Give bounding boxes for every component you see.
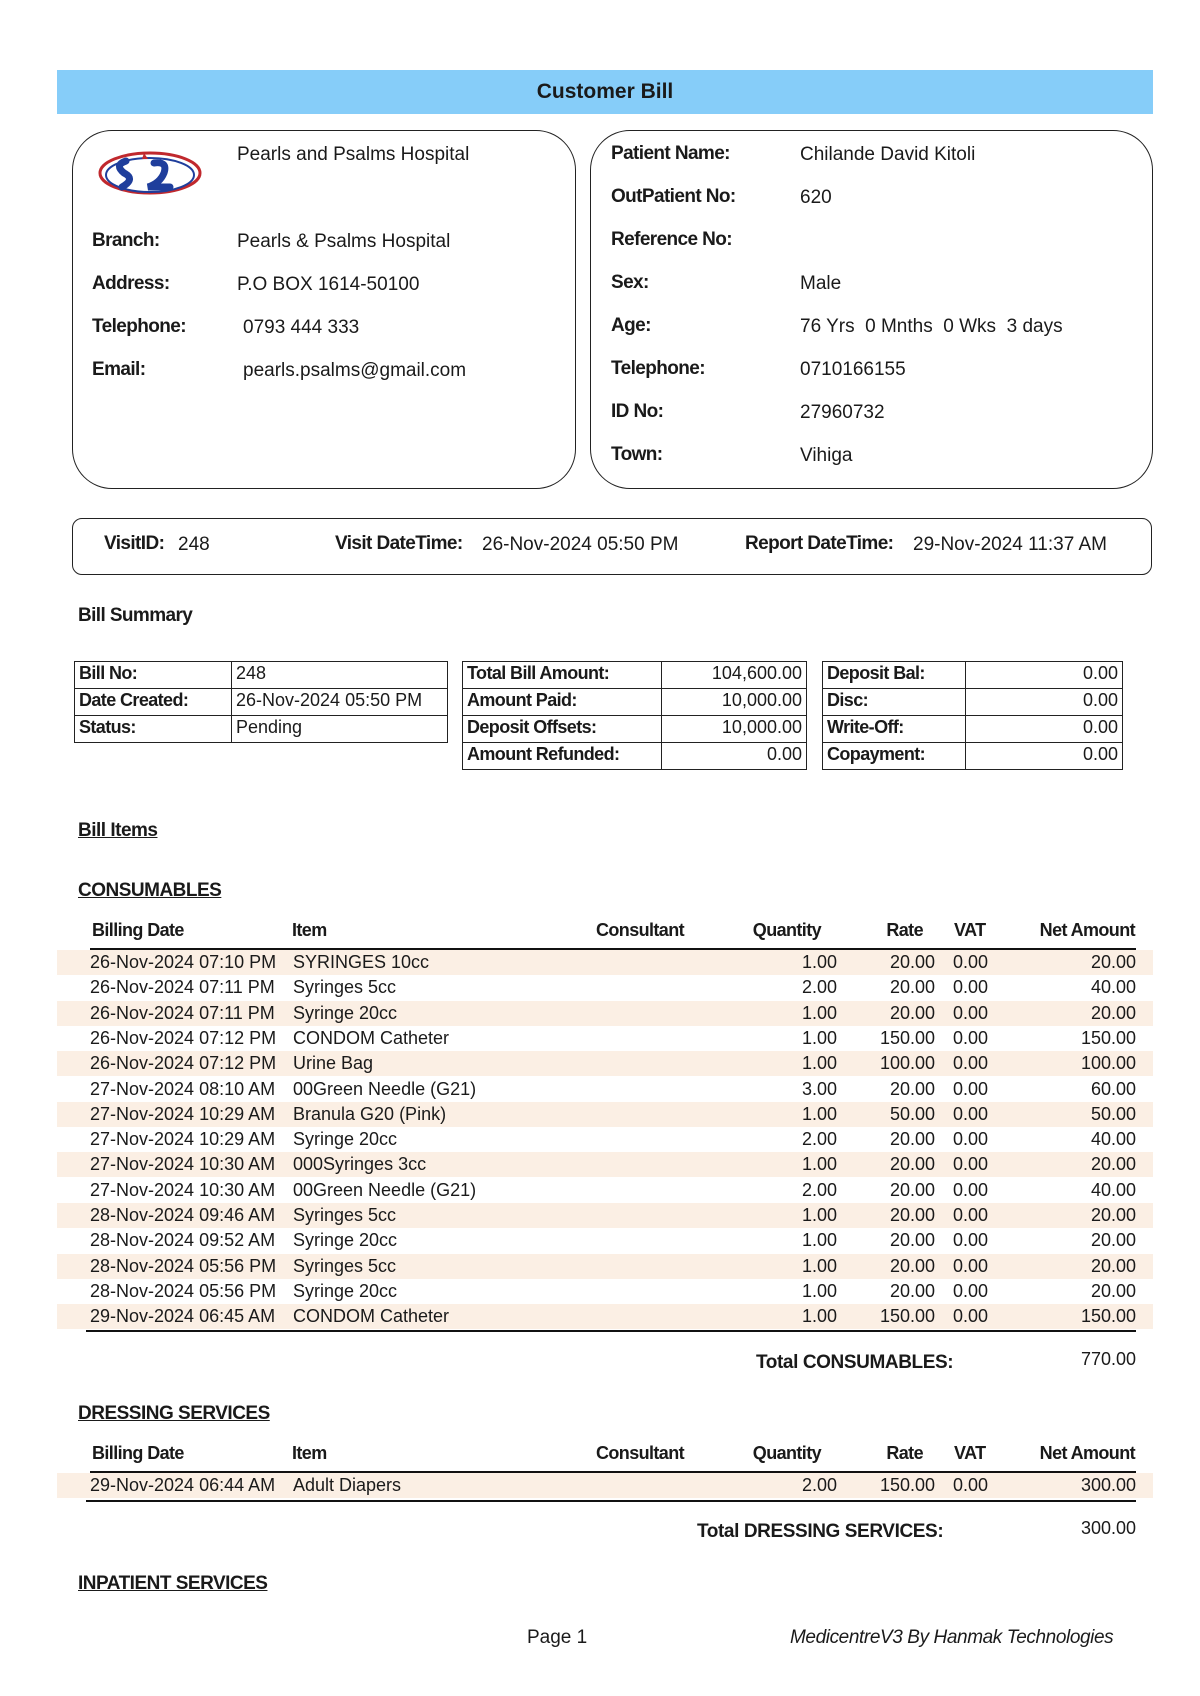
total-bill-amount-label: Total Bill Amount: (463, 662, 662, 689)
consumables-billing-date-cell: 27-Nov-2024 08:10 AM (90, 1078, 276, 1099)
consumables-net-amount-cell: 20.00 (1090, 1280, 1136, 1301)
consumables-billing-date-cell: 28-Nov-2024 09:46 AM (90, 1205, 276, 1225)
town-label: Town: (611, 444, 663, 465)
consumables-vat-cell: 0.00 (953, 1078, 989, 1099)
bill-summary-title: Bill Summary (78, 605, 193, 626)
consumables-quantity-cell: 1.00 (801, 1053, 837, 1074)
consumables-net-amount-cell: 60.00 (1090, 1078, 1136, 1099)
consumables-vat-cell: 0.00 (953, 977, 989, 998)
consumables-billing-date-cell: 28-Nov-2024 09:52 AM (90, 1230, 276, 1251)
consumables-row (57, 1077, 1153, 1102)
consumables-vat-cell: 0.00 (953, 1230, 989, 1251)
consumables-quantity-cell: 2.00 (801, 1179, 837, 1200)
consumables-vat-cell: 0.00 (953, 1129, 989, 1150)
consumables-item-cell: Syringes 5cc (293, 1255, 397, 1276)
dressing-row (57, 1473, 1153, 1498)
consumables-row (57, 1203, 1153, 1228)
total-bill-amount-value: 104,600.00 (662, 662, 807, 689)
consumables-billing-date-cell: 26-Nov-2024 07:10 PM (90, 952, 277, 972)
consumables-billing-date-cell: 26-Nov-2024 07:12 PM (90, 1053, 277, 1074)
consumables-rate-cell: 20.00 (889, 1179, 935, 1200)
consumables-quantity-cell: 1.00 (801, 1230, 837, 1251)
consumables-net-amount-cell: 40.00 (1090, 977, 1136, 998)
dressing-quantity-cell: 2.00 (801, 1475, 837, 1495)
consumables-item-cell: Syringe 20cc (293, 1129, 398, 1150)
consumables-rate-cell: 20.00 (889, 1205, 935, 1225)
consumables-billing-date-cell: 27-Nov-2024 10:29 AM (90, 1103, 276, 1124)
consumables-net-amount-cell: 20.00 (1090, 1205, 1136, 1225)
deposit-bal-label: Deposit Bal: (823, 662, 966, 689)
consumables-row (57, 975, 1153, 1000)
consumables-quantity-cell: 1.00 (801, 1255, 837, 1276)
consumables-net-amount-cell: 20.00 (1090, 952, 1136, 972)
consumables-vat-cell: 0.00 (953, 1027, 989, 1048)
consumables-quantity-cell: 1.00 (801, 952, 837, 972)
consumables-vat-cell: 0.00 (953, 1103, 989, 1124)
visit-datetime-label: Visit DateTime: (335, 533, 463, 554)
dressing-table-header (90, 1443, 1136, 1473)
visit-id-value: 248 (178, 534, 210, 555)
visit-id-label: VisitID: (104, 533, 165, 554)
hospital-name: Pearls and Psalms Hospital (237, 144, 470, 165)
deposit-offsets-value: 10,000.00 (662, 716, 807, 743)
consumables-item-cell: Syringes 5cc (293, 1205, 397, 1225)
consumables-billing-date-cell: 27-Nov-2024 10:30 AM (90, 1154, 276, 1175)
consumables-rate-cell: 20.00 (889, 1129, 935, 1150)
outpatient-no-value: 620 (800, 187, 832, 208)
consumables-net-amount-cell: 150.00 (1080, 1027, 1136, 1048)
consumables-end-rule (86, 1330, 1136, 1332)
consumables-vat-cell: 0.00 (953, 1306, 989, 1327)
bill-summary-amounts-table (462, 661, 807, 770)
consumables-vat-cell: 0.00 (953, 1154, 989, 1175)
status-row (75, 716, 448, 743)
age-label: Age: (611, 315, 651, 336)
consumables-row (57, 1178, 1153, 1203)
date-created-row (75, 689, 448, 716)
town-value: Vihiga (800, 445, 853, 466)
col-vat: VAT (954, 1443, 986, 1463)
consumables-total-value: 770.00 (1080, 1349, 1136, 1369)
patient-name-label: Patient Name: (611, 143, 730, 164)
amount-paid-label: Amount Paid: (463, 689, 662, 716)
consumables-quantity-cell: 2.00 (801, 1129, 837, 1150)
col-item: Item (292, 1443, 327, 1463)
consumables-quantity-cell: 1.00 (801, 1205, 837, 1225)
address-label: Address: (92, 273, 170, 294)
consumables-item-cell: Syringe 20cc (293, 1230, 398, 1251)
visit-datetime-value: 26-Nov-2024 05:50 PM (482, 534, 679, 555)
patient-name-value: Chilande David Kitoli (800, 144, 976, 165)
hospital-telephone-label: Telephone: (92, 316, 186, 337)
consumables-net-amount-cell: 150.00 (1080, 1306, 1136, 1327)
consumables-quantity-cell: 1.00 (801, 1306, 837, 1327)
consumables-billing-date-cell: 27-Nov-2024 10:30 AM (90, 1179, 276, 1200)
consumables-row (57, 1127, 1153, 1152)
consumables-net-amount-cell: 20.00 (1090, 1154, 1136, 1175)
consumables-rate-cell: 150.00 (879, 1306, 935, 1327)
consumables-total-label: Total CONSUMABLES: (756, 1352, 954, 1373)
col-quantity: Quantity (752, 920, 821, 940)
consumables-title: CONSUMABLES (78, 880, 222, 901)
col-rate: Rate (886, 1443, 923, 1463)
consumables-rate-cell: 20.00 (889, 977, 935, 998)
consumables-billing-date-cell: 26-Nov-2024 07:11 PM (90, 977, 275, 998)
date-created-value: 26-Nov-2024 05:50 PM (232, 689, 448, 716)
copayment-value: 0.00 (966, 743, 1123, 770)
bill-no-label: Bill No: (75, 662, 232, 689)
col-rate: Rate (886, 920, 923, 940)
col-vat: VAT (954, 920, 986, 940)
consumables-item-cell: Syringes 5cc (293, 977, 397, 998)
outpatient-no-label: OutPatient No: (611, 186, 736, 207)
consumables-rate-cell: 20.00 (889, 1255, 935, 1276)
dressing-net-amount-cell: 300.00 (1080, 1475, 1136, 1495)
consumables-rate-cell: 20.00 (889, 1154, 935, 1175)
consumables-item-cell: 00Green Needle (G21) (293, 1078, 477, 1099)
consumables-row (57, 1026, 1153, 1051)
email-label: Email: (92, 359, 146, 380)
bill-no-row (75, 662, 448, 689)
col-quantity: Quantity (752, 1443, 821, 1463)
consumables-quantity-cell: 2.00 (801, 977, 837, 998)
inpatient-services-title: INPATIENT SERVICES (78, 1573, 268, 1594)
consumables-vat-cell: 0.00 (953, 1255, 989, 1276)
consumables-billing-date-cell: 29-Nov-2024 06:45 AM (90, 1306, 276, 1327)
write-off-value: 0.00 (966, 716, 1123, 743)
consumables-rate-cell: 20.00 (889, 952, 935, 972)
consumables-item-cell: 00Green Needle (G21) (293, 1179, 477, 1200)
disc-value: 0.00 (966, 689, 1123, 716)
consumables-rate-cell: 20.00 (889, 1002, 935, 1023)
report-datetime-label: Report DateTime: (745, 533, 894, 554)
consumables-rate-cell: 20.00 (889, 1078, 935, 1099)
dressing-vat-cell: 0.00 (953, 1475, 989, 1495)
consumables-quantity-cell: 1.00 (801, 1103, 837, 1124)
consumables-item-cell: Urine Bag (293, 1053, 374, 1074)
consumables-rate-cell: 150.00 (879, 1027, 935, 1048)
col-net-amount: Net Amount (1039, 1443, 1135, 1463)
consumables-quantity-cell: 1.00 (801, 1154, 837, 1175)
consumables-rate-cell: 20.00 (889, 1280, 935, 1301)
hospital-logo (96, 143, 204, 203)
consumables-item-cell: Branula G20 (Pink) (293, 1103, 447, 1124)
consumables-net-amount-cell: 40.00 (1090, 1179, 1136, 1200)
consumables-quantity-cell: 1.00 (801, 1002, 837, 1023)
consumables-row (57, 1304, 1153, 1329)
branch-value: Pearls & Psalms Hospital (237, 231, 451, 252)
consumables-item-cell: SYRINGES 10cc (293, 952, 430, 972)
status-value: Pending (232, 716, 448, 743)
branch-label: Branch: (92, 230, 160, 251)
consumables-vat-cell: 0.00 (953, 1205, 989, 1225)
col-item: Item (292, 920, 327, 940)
consumables-quantity-cell: 1.00 (801, 1280, 837, 1301)
consumables-billing-date-cell: 27-Nov-2024 10:29 AM (90, 1129, 276, 1150)
patient-telephone-value: 0710166155 (800, 359, 906, 380)
consumables-row (57, 950, 1153, 975)
bill-summary-adjustments-table (822, 661, 1123, 770)
amount-paid-value: 10,000.00 (662, 689, 807, 716)
page-title: Customer Bill (57, 70, 1153, 114)
consumables-row (57, 1102, 1153, 1127)
patient-info-card (590, 130, 1153, 489)
consumables-net-amount-cell: 20.00 (1090, 1255, 1136, 1276)
consumables-net-amount-cell: 20.00 (1090, 1002, 1136, 1023)
consumables-billing-date-cell: 28-Nov-2024 05:56 PM (90, 1280, 277, 1301)
consumables-quantity-cell: 3.00 (801, 1078, 837, 1099)
dressing-rate-cell: 150.00 (879, 1475, 935, 1495)
age-value: 76 Yrs 0 Mnths 0 Wks 3 days (800, 316, 1063, 337)
col-billing-date: Billing Date (92, 1443, 184, 1463)
consumables-rate-cell: 20.00 (889, 1230, 935, 1251)
consumables-item-cell: CONDOM Catheter (293, 1306, 450, 1327)
consumables-row (57, 1279, 1153, 1304)
amount-refunded-label: Amount Refunded: (463, 743, 662, 770)
consumables-net-amount-cell: 100.00 (1080, 1053, 1136, 1074)
copayment-label: Copayment: (823, 743, 966, 770)
patient-telephone-label: Telephone: (611, 358, 705, 379)
consumables-net-amount-cell: 50.00 (1090, 1103, 1136, 1124)
col-billing-date: Billing Date (92, 920, 184, 940)
consumables-vat-cell: 0.00 (953, 1002, 989, 1023)
dressing-total-value: 300.00 (1080, 1518, 1136, 1538)
id-no-label: ID No: (611, 401, 664, 422)
consumables-item-cell: Syringe 20cc (293, 1002, 398, 1023)
consumables-net-amount-cell: 20.00 (1090, 1230, 1136, 1251)
consumables-row (57, 1001, 1153, 1026)
dressing-total-label: Total DRESSING SERVICES: (697, 1521, 944, 1542)
consumables-row (57, 1254, 1153, 1279)
reference-no-label: Reference No: (611, 229, 733, 250)
consumables-billing-date-cell: 28-Nov-2024 05:56 PM (90, 1255, 277, 1276)
disc-label: Disc: (823, 689, 966, 716)
write-off-label: Write-Off: (823, 716, 966, 743)
dressing-end-rule (86, 1500, 1136, 1502)
hospital-telephone-value: 0793 444 333 (243, 317, 360, 338)
amount-refunded-value: 0.00 (662, 743, 807, 770)
consumables-item-cell: Syringe 20cc (293, 1280, 398, 1301)
col-consultant: Consultant (596, 1443, 684, 1463)
consumables-vat-cell: 0.00 (953, 952, 989, 972)
dressing-billing-date-cell: 29-Nov-2024 06:44 AM (90, 1475, 276, 1495)
consumables-item-cell: CONDOM Catheter (293, 1027, 450, 1048)
page-number: Page 1 (527, 1627, 588, 1648)
bill-summary-left-table (74, 661, 448, 743)
consumables-table-header (90, 920, 1136, 950)
consumables-rate-cell: 50.00 (889, 1103, 935, 1124)
consumables-vat-cell: 0.00 (953, 1179, 989, 1200)
deposit-bal-value: 0.00 (966, 662, 1123, 689)
consumables-item-cell: 000Syringes 3cc (293, 1154, 427, 1175)
address-value: P.O BOX 1614-50100 (237, 274, 420, 295)
consumables-row (57, 1228, 1153, 1253)
dressing-item-cell: Adult Diapers (293, 1475, 402, 1495)
consumables-row (57, 1051, 1153, 1076)
dressing-services-title: DRESSING SERVICES (78, 1403, 270, 1424)
consumables-quantity-cell: 1.00 (801, 1027, 837, 1048)
footer-credit: MedicentreV3 By Hanmak Technologies (790, 1627, 1114, 1648)
id-no-value: 27960732 (800, 402, 885, 423)
sex-value: Male (800, 273, 842, 294)
col-consultant: Consultant (596, 920, 684, 940)
consumables-billing-date-cell: 26-Nov-2024 07:12 PM (90, 1027, 277, 1048)
consumables-rate-cell: 100.00 (879, 1053, 935, 1074)
consumables-vat-cell: 0.00 (953, 1053, 989, 1074)
consumables-row (57, 1152, 1153, 1177)
bill-no-value: 248 (232, 662, 448, 689)
report-datetime-value: 29-Nov-2024 11:37 AM (913, 534, 1107, 555)
consumables-vat-cell: 0.00 (953, 1280, 989, 1301)
consumables-net-amount-cell: 40.00 (1090, 1129, 1136, 1150)
date-created-label: Date Created: (75, 689, 232, 716)
bill-items-title: Bill Items (78, 820, 158, 841)
col-net-amount: Net Amount (1039, 920, 1135, 940)
sex-label: Sex: (611, 272, 649, 293)
deposit-offsets-label: Deposit Offsets: (463, 716, 662, 743)
status-label: Status: (75, 716, 232, 743)
consumables-billing-date-cell: 26-Nov-2024 07:11 PM (90, 1002, 275, 1023)
email-value: pearls.psalms@gmail.com (243, 360, 467, 381)
